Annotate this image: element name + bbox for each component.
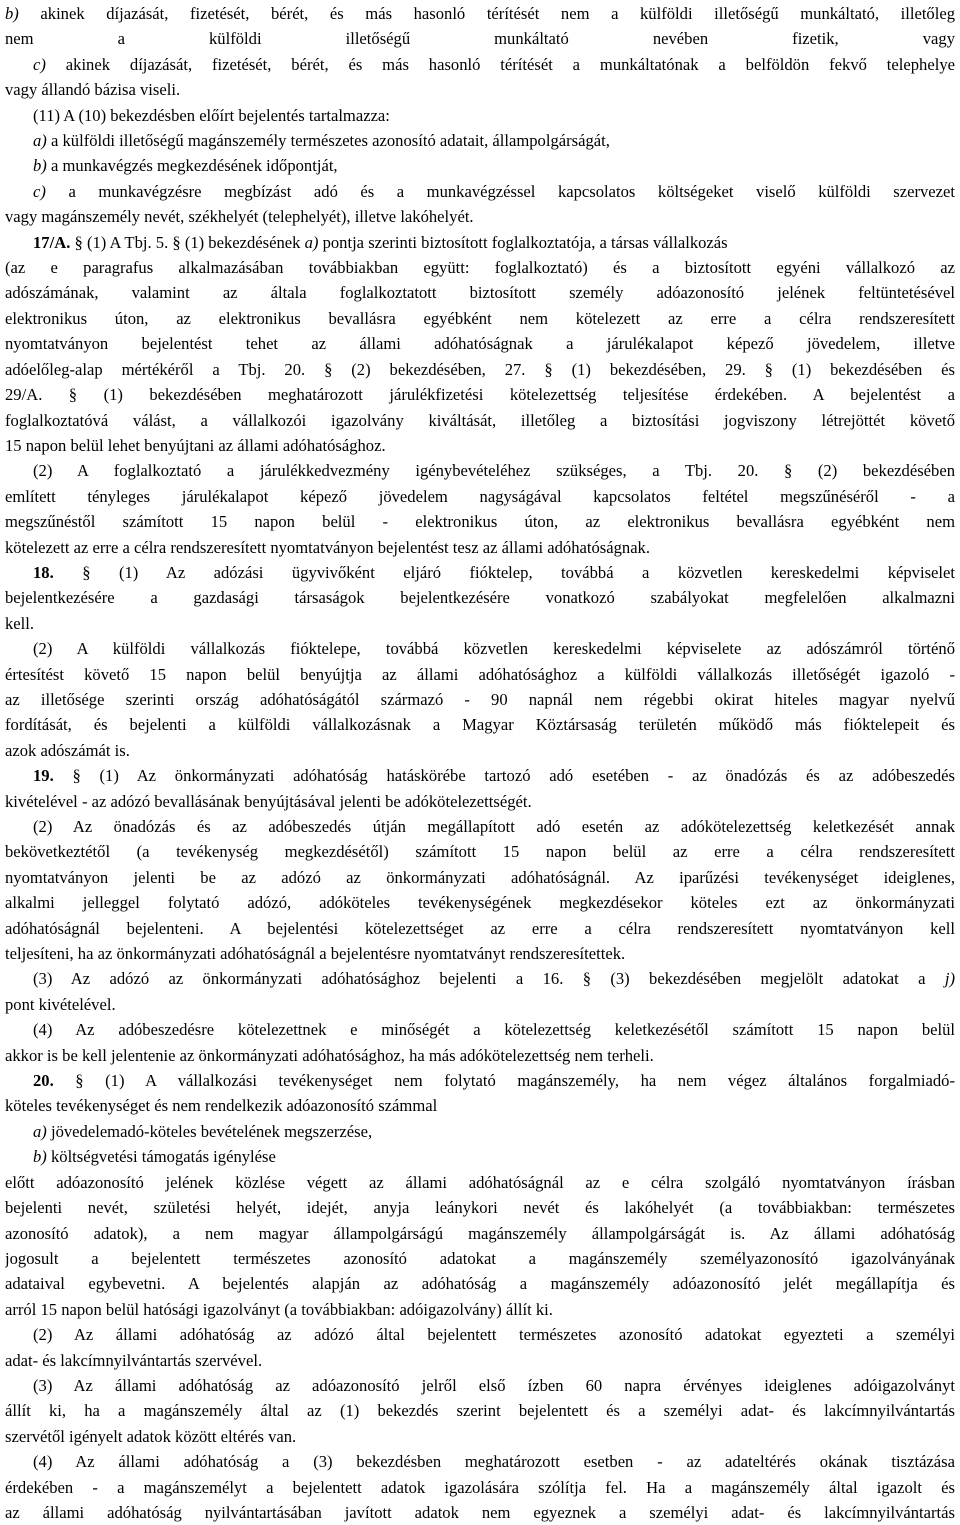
text-line: nem a külföldi illetőségű munkáltató nevében fizetik, vagy [5,29,955,49]
text-line: b) költségvetési támogatás igénylése [33,1147,276,1167]
text-line: a) a külföldi illetőségű magánszemély természetes azonosító adatait, állampolgárságát, [33,131,610,151]
text-line: vagy magánszemély nevét, székhelyét (telephelyét), illetve lakóhelyét. [5,207,474,227]
text-line: adóhatóságnál bejelenteni. A bejelentési kötelezettséget az erre a célra rendszeresített nyomtatványon kell [5,918,955,938]
text-line: megszűnéstől számított 15 napon belül - elektronikus úton, az elektronikus bevallásra egyébként nem [5,512,955,532]
text-line: 19. § (1) Az önkormányzati adóhatóság hatáskörébe tartozó adó esetében - az önadózás és az adóbeszedés [33,766,955,786]
text-line: (2) A külföldi vállalkozás fióktelepe, továbbá közvetlen kereskedelmi képviselete az adószámról történő [33,639,955,659]
text-line: (az e paragrafus alkalmazásában továbbiakban együtt: foglalkoztató) és a biztosított egyéni vállalkozó az [5,258,955,278]
text-line: bekövetkeztétől (a tevékenység megkezdésétől) számított 15 napon belül az erre a célra rendszeresített [5,842,955,862]
text-line: érdekében - a magánszemélyt a bejelentett adatok igazolására szólítja fel. Ha a magánszemély által igazolt és [5,1477,955,1497]
text-line: értesítést követő 15 napon belül benyújtja az állami adóhatósághoz a külföldi vállalkozás illetőségét igazoló - [5,664,955,684]
text-line: nyomtatványon jelenti be az adózó az önkormányzati adóhatóságnál. Az iparűzési tevékenységet ideiglenes, [5,867,955,887]
text-line: azok adószámát is. [5,740,130,760]
text-line: pont kivételével. [5,994,116,1014]
text-line: kell. [5,613,35,633]
text-line: az állami adóhatóság nyilvántartásában javított adatok nem egyeznek a személyi adat- és lakcímnyilvántartás [5,1502,955,1522]
text-line: b) akinek díjazását, fizetését, bérét, és más hasonló térítését nem a külföldi illetőségű munkáltató, illetőleg [5,4,955,23]
text-line: adataival egybevetni. A bejelentés alapján az adóhatóság a magánszemély adóazonosító jelét megállapítja és [5,1274,955,1294]
text-line: 15 napon belül lehet benyújtani az állami adóhatósághoz. [5,435,386,455]
text-line: (4) Az állami adóhatóság a (3) bekezdésben meghatározott esetben - az adateltérés okának tisztázása [33,1452,955,1472]
text-line: adóelőleg-alap mértékéről a Tbj. 20. § (2) bekezdésében, 27. § (1) bekezdésében, 29. § (1) bekezdésében és [5,359,955,379]
text-line: előtt adóazonosító jelének közlése végett az állami adóhatóságnál az e célra szolgáló nyomtatványon írásban [5,1172,955,1192]
text-line: (11) A (10) bekezdésben előírt bejelentés tartalmazza: [33,105,390,125]
text-line: jogosult a bejelentett természetes azonosító adatokat a magánszemély személyazonosító igazolványának [5,1248,955,1268]
text-line: kötelezett az erre a célra rendszeresített nyomtatványon bejelentést tesz az állami adóhatóságnak. [5,537,651,557]
text-line: a) jövedelemadó-köteles bevételének megszerzése, [33,1121,373,1141]
text-line: b) a munkavégzés megkezdésének időpontját, [33,156,338,176]
text-line: köteles tevékenységet és nem rendelkezik adóazonosító számmal [5,1096,438,1116]
text-line: állít ki, ha a magánszemély által az (1) bekezdés szerint bejelentett és a személyi adat- és lakcímnyilvántartás [5,1401,955,1421]
text-line: c) akinek díjazását, fizetését, bérét, és más hasonló térítését a munkáltatónak a belföldön fekvő telephelye [33,54,955,74]
text-line: (2) Az állami adóhatóság az adózó által bejelentett természetes azonosító adatokat egyezteti a személyi [33,1325,955,1345]
text-line: kivételével - az adózó bevallásának benyújtásával jelenti be adókötelezettségét. [5,791,532,811]
text-line: vagy állandó bázisa viseli. [5,80,181,100]
text-line: elektronikus úton, az elektronikus bevallásra egyébként nem kötelezett az erre a célra rendszeresített [5,308,955,328]
text-line: 17/A. § (1) A Tbj. 5. § (1) bekezdésének a) pontja szerinti biztosított foglalkoztatója, a társas vállalkozás [33,232,728,252]
text-line: (3) Az állami adóhatóság az adóazonosító jelről első ízben 60 napra érvényes ideiglenes adóigazolványt [33,1375,955,1395]
text-line: 20. § (1) A vállalkozási tevékenységet nem folytató magánszemély, ha nem végez általános forgalmiadó- [33,1071,955,1091]
text-line: arról 15 napon belül hatósági igazolványt (a továbbiakban: adóigazolvány) állít ki. [5,1299,553,1319]
text-line: (2) A foglalkoztató a járulékkedvezmény igénybevételéhez szükséges, a Tbj. 20. § (2) bekezdésében [33,461,955,481]
text-line: teljesíteni, ha az önkormányzati adóhatóságnál a bejelentésre nyomtatványt rendszeresítettek. [5,944,626,964]
text-line: foglalkoztatóvá válást, a vállalkozói igazolvány kiváltását, illetőleg a biztosítási jogviszony létrejöttét követő [5,410,955,430]
text-line: akkor is be kell jelentenie az önkormányzati adóhatósághoz, ha más adókötelezettség nem terheli. [5,1045,654,1065]
text-line: 29/A. § (1) bekezdésében meghatározott járulékfizetési kötelezettség teljesítése érdekében. A bejelentést a [5,385,955,405]
text-line: adószámának, valamint az általa foglalkoztatott biztosított személy adóazonosító jelének feltüntetésével [5,283,955,303]
text-line: (3) Az adózó az önkormányzati adóhatósághoz bejelenti a 16. § (3) bekezdésében megjelölt adatokat a j) [33,969,955,989]
text-line: 18. § (1) Az adózási ügyvivőként eljáró fióktelep, továbbá a közvetlen kereskedelmi képviselet [33,562,955,582]
text-line: alkalmi jelleggel folytató adózó, adóköteles tevékenységének megkezdésekor köteles ezt az önkormányzati [5,893,955,913]
text-line: fordítását, és bejelenti a külföldi vállalkozásnak a Magyar Köztársaság területén működő más fióktelepeit és [5,715,955,735]
text-line: bejelenti nevét, születési helyét, idejét, anyja leánykori nevét és lakóhelyét (a továbbiakban: természetes [5,1198,955,1218]
text-line: szervétől igényelt adatok között eltérés van. [5,1426,297,1446]
text-line: az illetősége szerinti ország adóhatóságától származó - 90 napnál nem régebbi okirat hiteles magyar nyelvű [5,689,955,709]
text-line: bejelentkezésére a gazdasági társaságok bejelentkezésére vonatkozó szabályokat megfelelően alkalmazni [5,588,955,608]
text-line: azonosító adatok), a nem magyar állampolgárságú magánszemély állampolgárságát is. Az állami adóhatóság [5,1223,955,1243]
text-line: c) a munkavégzésre megbízást adó és a munkavégzéssel kapcsolatos költségeket viselő külföldi szervezet [33,181,955,201]
text-line: említett tényleges járulékalapot képező jövedelem nagyságával kapcsolatos feltétel megszűnéséről - a [5,486,955,506]
text-line: (4) Az adóbeszedésre kötelezettnek e minőségét a kötelezettség keletkezésétől számított 15 napon belül [33,1020,955,1040]
text-line: nyomtatványon bejelentést tehet az állami adóhatóságnak a járulékalapot képező jövedelem, illetve [5,334,955,354]
text-line: (2) Az önadózás és az adóbeszedés útján megállapított adó esetén az adókötelezettség keletkezését annak [33,817,955,836]
text-line: adat- és lakcímnyilvántartás szervével. [5,1350,263,1370]
